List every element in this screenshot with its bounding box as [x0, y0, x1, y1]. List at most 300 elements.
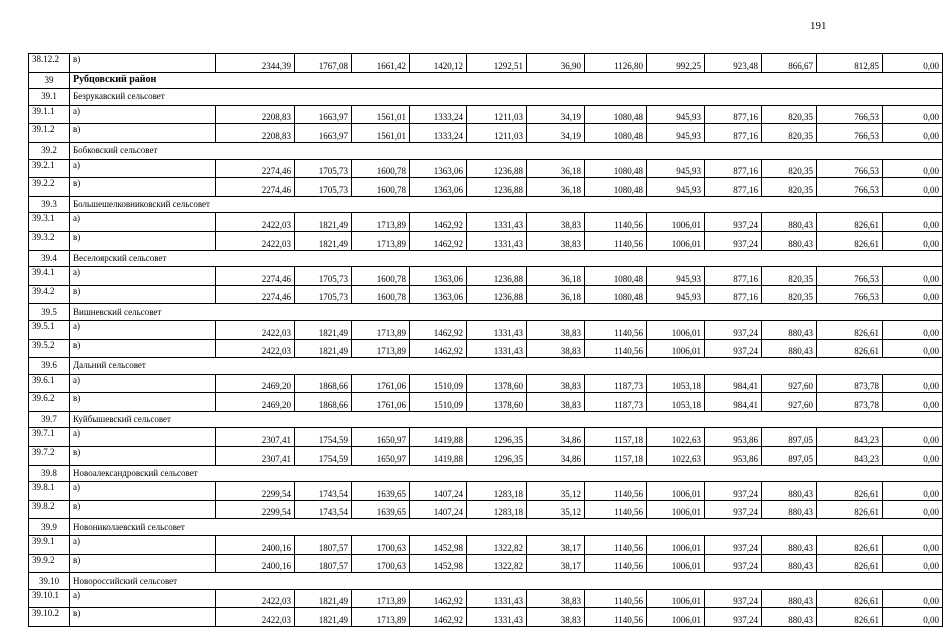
value-cell: 1420,12 — [410, 54, 467, 73]
value-cell: 880,43 — [762, 482, 817, 501]
value-cell: 897,05 — [762, 428, 817, 447]
table-body — [29, 54, 943, 627]
value-cell: 937,24 — [705, 231, 762, 250]
value-cell: 877,16 — [705, 267, 762, 286]
value-cell: 2400,16 — [216, 554, 295, 573]
value-cell: 766,53 — [817, 267, 883, 286]
row-code: 39.8.2 — [29, 500, 70, 519]
row-subitem: а) — [70, 536, 216, 555]
value-cell: 1754,59 — [295, 447, 352, 466]
value-cell: 1378,60 — [467, 374, 527, 393]
value-cell: 1187,73 — [585, 374, 647, 393]
value-cell: 1663,97 — [295, 105, 352, 124]
row-code: 39.2 — [29, 142, 70, 159]
value-cell: 38,83 — [527, 374, 585, 393]
row-subitem: в) — [70, 178, 216, 197]
row-subitem: а) — [70, 159, 216, 178]
value-cell: 1006,01 — [647, 589, 705, 608]
row-subitem: в) — [70, 231, 216, 250]
value-cell: 945,93 — [647, 285, 705, 304]
value-cell: 1296,35 — [467, 428, 527, 447]
value-cell: 36,18 — [527, 178, 585, 197]
value-cell: 0,00 — [883, 320, 943, 339]
value-cell: 937,24 — [705, 482, 762, 501]
row-code: 39.6 — [29, 358, 70, 375]
value-cell: 1333,24 — [410, 105, 467, 124]
value-cell: 826,61 — [817, 536, 883, 555]
value-cell: 1331,43 — [467, 231, 527, 250]
value-cell: 0,00 — [883, 124, 943, 143]
value-cell: 2274,46 — [216, 267, 295, 286]
value-cell: 1650,97 — [352, 447, 410, 466]
value-cell: 937,24 — [705, 500, 762, 519]
value-cell: 820,35 — [762, 285, 817, 304]
row-subitem: в) — [70, 608, 216, 627]
value-cell: 826,61 — [817, 554, 883, 573]
value-cell: 1821,49 — [295, 339, 352, 358]
value-cell: 880,43 — [762, 554, 817, 573]
value-cell: 945,93 — [647, 105, 705, 124]
value-cell: 38,83 — [527, 589, 585, 608]
value-cell: 2274,46 — [216, 285, 295, 304]
value-cell: 1140,56 — [585, 536, 647, 555]
value-cell: 1363,06 — [410, 178, 467, 197]
value-cell: 1331,43 — [467, 608, 527, 627]
value-cell: 826,61 — [817, 589, 883, 608]
value-cell: 0,00 — [883, 393, 943, 412]
value-cell: 945,93 — [647, 159, 705, 178]
value-cell: 1211,03 — [467, 124, 527, 143]
value-cell: 1821,49 — [295, 213, 352, 232]
value-cell: 1705,73 — [295, 285, 352, 304]
value-cell: 36,90 — [527, 54, 585, 73]
value-cell: 820,35 — [762, 159, 817, 178]
value-cell: 1126,80 — [585, 54, 647, 73]
table-row — [29, 554, 943, 573]
value-cell: 1236,88 — [467, 267, 527, 286]
value-cell: 1006,01 — [647, 482, 705, 501]
value-cell: 877,16 — [705, 105, 762, 124]
section-header-row — [29, 358, 943, 375]
table-row — [29, 159, 943, 178]
value-cell: 0,00 — [883, 500, 943, 519]
value-cell: 0,00 — [883, 231, 943, 250]
value-cell: 820,35 — [762, 267, 817, 286]
value-cell: 1006,01 — [647, 500, 705, 519]
value-cell: 1868,66 — [295, 393, 352, 412]
table-row — [29, 320, 943, 339]
section-name: Вишневский сельсовет — [70, 304, 943, 321]
value-cell: 2274,46 — [216, 159, 295, 178]
value-cell: 843,23 — [817, 447, 883, 466]
value-cell: 1080,48 — [585, 267, 647, 286]
section-header-row — [29, 573, 943, 590]
value-cell: 984,41 — [705, 393, 762, 412]
row-code: 39.8.1 — [29, 482, 70, 501]
row-code: 39.3.2 — [29, 231, 70, 250]
value-cell: 36,18 — [527, 285, 585, 304]
value-cell: 880,43 — [762, 500, 817, 519]
row-subitem: в) — [70, 285, 216, 304]
value-cell: 1006,01 — [647, 608, 705, 627]
value-cell: 1713,89 — [352, 213, 410, 232]
value-cell: 843,23 — [817, 428, 883, 447]
value-cell: 38,83 — [527, 339, 585, 358]
row-subitem: а) — [70, 267, 216, 286]
value-cell: 877,16 — [705, 285, 762, 304]
table-row — [29, 54, 943, 73]
row-subitem: в) — [70, 393, 216, 412]
value-cell: 1140,56 — [585, 231, 647, 250]
value-cell: 880,43 — [762, 608, 817, 627]
value-cell: 38,17 — [527, 536, 585, 555]
value-cell: 1462,92 — [410, 213, 467, 232]
value-cell: 1807,57 — [295, 554, 352, 573]
value-cell: 1140,56 — [585, 482, 647, 501]
table-row — [29, 231, 943, 250]
section-name: Большешелковниковский сельсовет — [70, 196, 943, 213]
value-cell: 1821,49 — [295, 320, 352, 339]
value-cell: 1157,18 — [585, 447, 647, 466]
row-code: 39.4.2 — [29, 285, 70, 304]
value-cell: 1639,65 — [352, 482, 410, 501]
value-cell: 880,43 — [762, 536, 817, 555]
value-cell: 826,61 — [817, 482, 883, 501]
row-code: 39.1 — [29, 89, 70, 106]
value-cell: 1713,89 — [352, 339, 410, 358]
value-cell: 0,00 — [883, 159, 943, 178]
value-cell: 1157,18 — [585, 428, 647, 447]
row-subitem: а) — [70, 482, 216, 501]
section-header-row — [29, 411, 943, 428]
value-cell: 877,16 — [705, 159, 762, 178]
value-cell: 880,43 — [762, 320, 817, 339]
table-row — [29, 608, 943, 627]
district-row — [29, 72, 943, 89]
value-cell: 937,24 — [705, 213, 762, 232]
value-cell: 1452,98 — [410, 536, 467, 555]
value-cell: 2422,03 — [216, 320, 295, 339]
value-cell: 38,17 — [527, 554, 585, 573]
row-subitem: в) — [70, 500, 216, 519]
value-cell: 1080,48 — [585, 285, 647, 304]
value-cell: 1600,78 — [352, 285, 410, 304]
value-cell: 1807,57 — [295, 536, 352, 555]
section-header-row — [29, 89, 943, 106]
row-subitem: а) — [70, 374, 216, 393]
value-cell: 0,00 — [883, 339, 943, 358]
table-row — [29, 285, 943, 304]
row-subitem: в) — [70, 554, 216, 573]
row-code: 39.10 — [29, 573, 70, 590]
row-code: 39 — [29, 72, 70, 89]
value-cell: 0,00 — [883, 105, 943, 124]
value-cell: 38,83 — [527, 393, 585, 412]
row-code: 39.7.1 — [29, 428, 70, 447]
value-cell: 826,61 — [817, 339, 883, 358]
value-cell: 1187,73 — [585, 393, 647, 412]
row-code: 39.2.1 — [29, 159, 70, 178]
value-cell: 1140,56 — [585, 589, 647, 608]
value-cell: 880,43 — [762, 213, 817, 232]
section-name: Новониколаевский сельсовет — [70, 519, 943, 536]
value-cell: 1006,01 — [647, 213, 705, 232]
value-cell: 1080,48 — [585, 105, 647, 124]
table-row — [29, 178, 943, 197]
value-cell: 1713,89 — [352, 231, 410, 250]
value-cell: 1462,92 — [410, 231, 467, 250]
value-cell: 1661,42 — [352, 54, 410, 73]
section-name: Куйбышевский сельсовет — [70, 411, 943, 428]
value-cell: 38,83 — [527, 608, 585, 627]
row-code: 39.3 — [29, 196, 70, 213]
value-cell: 923,48 — [705, 54, 762, 73]
value-cell: 35,12 — [527, 482, 585, 501]
value-cell: 937,24 — [705, 320, 762, 339]
value-cell: 1462,92 — [410, 608, 467, 627]
value-cell: 937,24 — [705, 589, 762, 608]
value-cell: 1378,60 — [467, 393, 527, 412]
table-row — [29, 536, 943, 555]
value-cell: 1700,63 — [352, 536, 410, 555]
table-row — [29, 393, 943, 412]
value-cell: 1140,56 — [585, 554, 647, 573]
value-cell: 1053,18 — [647, 374, 705, 393]
table-row — [29, 374, 943, 393]
row-subitem: в) — [70, 54, 216, 73]
value-cell: 1022,63 — [647, 428, 705, 447]
value-cell: 826,61 — [817, 231, 883, 250]
value-cell: 2307,41 — [216, 447, 295, 466]
value-cell: 34,19 — [527, 124, 585, 143]
value-cell: 0,00 — [883, 482, 943, 501]
value-cell: 1236,88 — [467, 159, 527, 178]
row-subitem: а) — [70, 213, 216, 232]
value-cell: 880,43 — [762, 589, 817, 608]
table-row — [29, 267, 943, 286]
value-cell: 1331,43 — [467, 213, 527, 232]
value-cell: 1080,48 — [585, 178, 647, 197]
value-cell: 873,78 — [817, 374, 883, 393]
value-cell: 1821,49 — [295, 231, 352, 250]
section-name: Дальний сельсовет — [70, 358, 943, 375]
value-cell: 866,67 — [762, 54, 817, 73]
row-subitem: в) — [70, 124, 216, 143]
value-cell: 1283,18 — [467, 482, 527, 501]
value-cell: 1600,78 — [352, 267, 410, 286]
table-row — [29, 339, 943, 358]
value-cell: 826,61 — [817, 608, 883, 627]
value-cell: 820,35 — [762, 105, 817, 124]
row-code: 39.1.2 — [29, 124, 70, 143]
value-cell: 1713,89 — [352, 608, 410, 627]
value-cell: 1705,73 — [295, 159, 352, 178]
section-name: Безрукавский сельсовет — [70, 89, 943, 106]
tariff-table — [28, 53, 943, 627]
table-row — [29, 428, 943, 447]
value-cell: 826,61 — [817, 213, 883, 232]
value-cell: 877,16 — [705, 124, 762, 143]
value-cell: 2469,20 — [216, 374, 295, 393]
value-cell: 812,85 — [817, 54, 883, 73]
value-cell: 36,18 — [527, 159, 585, 178]
value-cell: 0,00 — [883, 374, 943, 393]
value-cell: 1333,24 — [410, 124, 467, 143]
value-cell: 1705,73 — [295, 267, 352, 286]
value-cell: 1767,08 — [295, 54, 352, 73]
value-cell: 2422,03 — [216, 213, 295, 232]
value-cell: 1754,59 — [295, 428, 352, 447]
row-code: 39.6.2 — [29, 393, 70, 412]
value-cell: 953,86 — [705, 428, 762, 447]
value-cell: 937,24 — [705, 339, 762, 358]
value-cell: 1600,78 — [352, 159, 410, 178]
value-cell: 820,35 — [762, 124, 817, 143]
value-cell: 937,24 — [705, 554, 762, 573]
value-cell: 766,53 — [817, 124, 883, 143]
table-row — [29, 482, 943, 501]
value-cell: 1761,06 — [352, 374, 410, 393]
value-cell: 1821,49 — [295, 589, 352, 608]
value-cell: 1140,56 — [585, 608, 647, 627]
row-code: 38.12.2 — [29, 54, 70, 73]
value-cell: 1868,66 — [295, 374, 352, 393]
value-cell: 2422,03 — [216, 608, 295, 627]
value-cell: 2469,20 — [216, 393, 295, 412]
table-row — [29, 589, 943, 608]
value-cell: 880,43 — [762, 231, 817, 250]
value-cell: 1743,54 — [295, 500, 352, 519]
table-row — [29, 447, 943, 466]
value-cell: 937,24 — [705, 608, 762, 627]
value-cell: 1283,18 — [467, 500, 527, 519]
value-cell: 766,53 — [817, 285, 883, 304]
value-cell: 1363,06 — [410, 159, 467, 178]
value-cell: 1561,01 — [352, 124, 410, 143]
value-cell: 1419,88 — [410, 428, 467, 447]
value-cell: 992,25 — [647, 54, 705, 73]
value-cell: 1006,01 — [647, 339, 705, 358]
page-number: 191 — [810, 20, 827, 32]
value-cell: 1639,65 — [352, 500, 410, 519]
value-cell: 1022,63 — [647, 447, 705, 466]
value-cell: 1140,56 — [585, 339, 647, 358]
value-cell: 2422,03 — [216, 231, 295, 250]
value-cell: 1700,63 — [352, 554, 410, 573]
section-name: Бобковский сельсовет — [70, 142, 943, 159]
value-cell: 953,86 — [705, 447, 762, 466]
row-code: 39.10.2 — [29, 608, 70, 627]
value-cell: 2299,54 — [216, 500, 295, 519]
value-cell: 1296,35 — [467, 447, 527, 466]
value-cell: 2422,03 — [216, 589, 295, 608]
value-cell: 766,53 — [817, 159, 883, 178]
value-cell: 1743,54 — [295, 482, 352, 501]
value-cell: 1713,89 — [352, 589, 410, 608]
section-name: Веселоярский сельсовет — [70, 250, 943, 267]
value-cell: 1452,98 — [410, 554, 467, 573]
value-cell: 2344,39 — [216, 54, 295, 73]
value-cell: 35,12 — [527, 500, 585, 519]
value-cell: 38,83 — [527, 320, 585, 339]
value-cell: 1363,06 — [410, 285, 467, 304]
value-cell: 0,00 — [883, 554, 943, 573]
value-cell: 1080,48 — [585, 124, 647, 143]
value-cell: 34,86 — [527, 447, 585, 466]
value-cell: 1331,43 — [467, 320, 527, 339]
value-cell: 1713,89 — [352, 320, 410, 339]
row-code: 39.7 — [29, 411, 70, 428]
value-cell: 1705,73 — [295, 178, 352, 197]
value-cell: 1462,92 — [410, 339, 467, 358]
value-cell: 36,18 — [527, 267, 585, 286]
value-cell: 0,00 — [883, 589, 943, 608]
value-cell: 38,83 — [527, 213, 585, 232]
row-code: 39.3.1 — [29, 213, 70, 232]
section-name: Новоалександровский сельсовет — [70, 465, 943, 482]
row-code: 39.6.1 — [29, 374, 70, 393]
value-cell: 1510,09 — [410, 393, 467, 412]
value-cell: 0,00 — [883, 54, 943, 73]
value-cell: 1236,88 — [467, 285, 527, 304]
row-code: 39.5.1 — [29, 320, 70, 339]
value-cell: 826,61 — [817, 500, 883, 519]
value-cell: 873,78 — [817, 393, 883, 412]
value-cell: 1600,78 — [352, 178, 410, 197]
row-code: 39.7.2 — [29, 447, 70, 466]
value-cell: 1821,49 — [295, 608, 352, 627]
value-cell: 2274,46 — [216, 178, 295, 197]
section-header-row — [29, 304, 943, 321]
value-cell: 897,05 — [762, 447, 817, 466]
value-cell: 0,00 — [883, 178, 943, 197]
value-cell: 1363,06 — [410, 267, 467, 286]
value-cell: 0,00 — [883, 536, 943, 555]
row-code: 39.8 — [29, 465, 70, 482]
value-cell: 1462,92 — [410, 589, 467, 608]
value-cell: 927,60 — [762, 374, 817, 393]
row-code: 39.5.2 — [29, 339, 70, 358]
value-cell: 1331,43 — [467, 339, 527, 358]
value-cell: 2422,03 — [216, 339, 295, 358]
value-cell: 1140,56 — [585, 500, 647, 519]
value-cell: 1462,92 — [410, 320, 467, 339]
row-code: 39.4 — [29, 250, 70, 267]
value-cell: 0,00 — [883, 213, 943, 232]
row-subitem: в) — [70, 447, 216, 466]
value-cell: 927,60 — [762, 393, 817, 412]
table-row — [29, 105, 943, 124]
row-code: 39.9.2 — [29, 554, 70, 573]
value-cell: 1561,01 — [352, 105, 410, 124]
section-header-row — [29, 519, 943, 536]
value-cell: 1663,97 — [295, 124, 352, 143]
value-cell: 0,00 — [883, 447, 943, 466]
row-code: 39.10.1 — [29, 589, 70, 608]
value-cell: 38,83 — [527, 231, 585, 250]
value-cell: 937,24 — [705, 536, 762, 555]
value-cell: 1006,01 — [647, 231, 705, 250]
value-cell: 945,93 — [647, 267, 705, 286]
section-header-row — [29, 142, 943, 159]
value-cell: 1140,56 — [585, 213, 647, 232]
value-cell: 1211,03 — [467, 105, 527, 124]
value-cell: 1322,82 — [467, 536, 527, 555]
table-row — [29, 500, 943, 519]
row-code: 39.5 — [29, 304, 70, 321]
value-cell: 1292,51 — [467, 54, 527, 73]
value-cell: 766,53 — [817, 105, 883, 124]
